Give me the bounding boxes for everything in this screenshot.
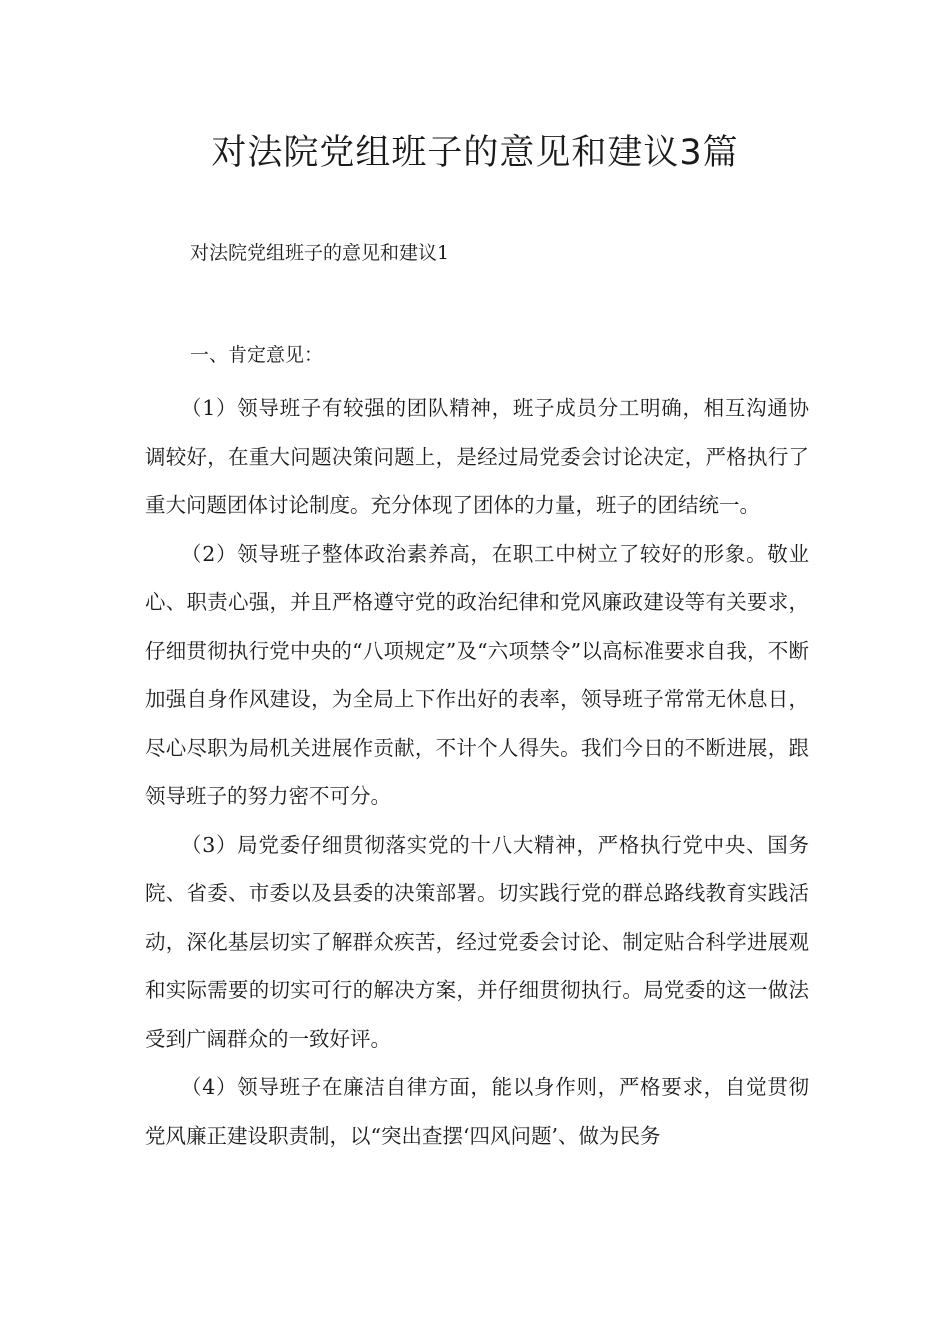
- paragraph-1: （1）领导班子有较强的团队精神，班子成员分工明确，相互沟通协调较好，在重大问题决策问题上，是经过局党委会讨论决定，严格执行了重大问题团体讨论制度。充分体现了团体的力量，班子的团结统一。: [145, 396, 809, 517]
- paragraph-4: （4）领导班子在廉洁自律方面，能以身作则，严格要求，自觉贯彻党风廉正建设职责制，以“突出查摆‘四风问题’、做为民务: [145, 1075, 809, 1148]
- body-text: [145, 384, 809, 1160]
- paragraph-3: （3）局党委仔细贯彻落实党的十八大精神，严格执行党中央、国务院、省委、市委以及县委的决策部署。切实践行党的群总路线教育实践活动，深化基层切实了解群众疾苦，经过党委会讨论、制定贴合科学进展观和实际需要的切实可行的解决方案，并仔细贯彻执行。局党委的这一做法受到广阔群众的一致好评。: [145, 832, 809, 1051]
- document-subtitle: 对法院党组班子的意见和建议1: [190, 242, 450, 264]
- document-title: 对法院党组班子的意见和建议3篇: [211, 133, 739, 173]
- paragraph-2: （2）领导班子整体政治素养高，在职工中树立了较好的形象。敬业心、职责心强，并且严格遵守党的政治纪律和党风廉政建设等有关要求，仔细贯彻执行党中央的“八项规定”及“六项禁令”以高标准要求自我，不断加强自身作风建设，为全局上下作出好的表率，领导班子常常无休息日，尽心尽职为局机关进展作贡献，不计个人得失。我们今日的不断进展，跟领导班子的努力密不可分。: [145, 541, 809, 808]
- section-heading: 一、肯定意见：: [190, 344, 324, 366]
